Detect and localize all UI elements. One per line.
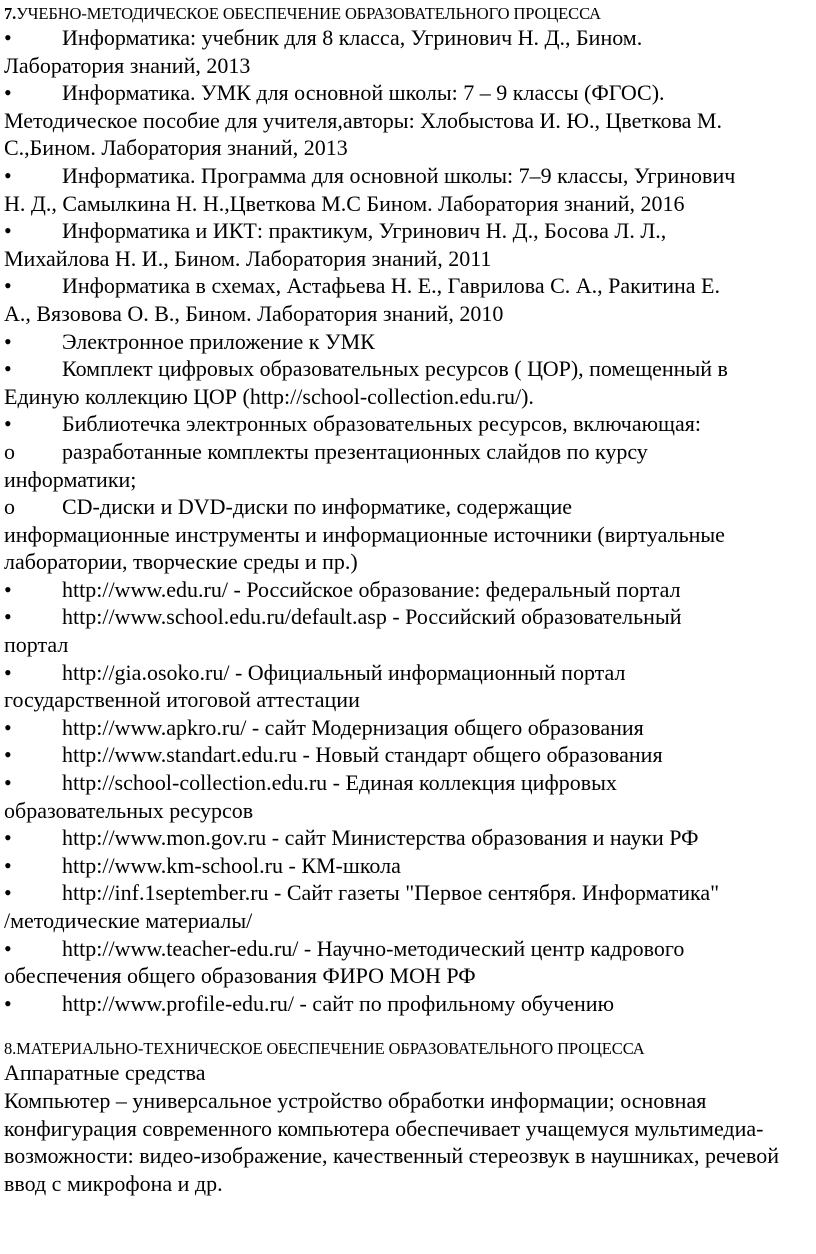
list-item — [4, 162, 812, 217]
hardware-subheading: Аппаратные средства — [4, 1060, 206, 1086]
bullet-marker: • — [4, 604, 12, 630]
list-item-continuation: Михайлова Н. И., Бином. Лаборатория знаний, 2011 — [4, 245, 492, 271]
list-item-continuation: Единую коллекцию ЦОР (http://school-collection.edu.ru/). — [4, 383, 534, 409]
list-item-first-line — [4, 879, 812, 907]
list-item-continuation: /методические материалы/ — [4, 908, 253, 933]
list-item-first-line — [4, 24, 812, 52]
list-item-first-line — [4, 272, 812, 300]
list-item-continuation: государственной итоговой аттестации — [4, 687, 360, 713]
list-item-continuation: информационные инструменты и информационные источники (виртуальные лаборатории, творческие среды и пр.) — [4, 521, 725, 575]
list-item-continuation: обеспечения общего образования ФИРО МОН РФ — [4, 963, 476, 989]
list-item-first-line — [4, 824, 812, 852]
list-item-text: Электронное приложение к УМК — [62, 328, 375, 354]
list-item — [4, 824, 812, 852]
section-7-number: 7. — [4, 4, 17, 23]
bullet-marker: • — [4, 742, 12, 768]
list-item-text: Библиотечка электронных образовательных ресурсов, включающая: — [62, 411, 701, 437]
list-item-text: http://school-collection.edu.ru - Единая коллекция цифровых — [62, 770, 617, 796]
bullet-marker: • — [4, 162, 12, 188]
bullet-marker: • — [4, 852, 12, 878]
list-item-first-line — [4, 217, 812, 245]
list-item — [4, 328, 812, 356]
list-item-text: http://www.mon.gov.ru - сайт Министерства образования и науки РФ — [62, 825, 699, 851]
bullet-marker: • — [4, 935, 12, 961]
list-item-text: разработанные комплекты презентационных слайдов по курсу — [62, 438, 648, 464]
list-item-first-line — [4, 769, 812, 797]
list-item-text: http://www.km-school.ru - КМ-школа — [62, 852, 401, 878]
list-item-continuation: информатики; — [4, 466, 137, 492]
list-item-text: http://www.teacher-edu.ru/ - Научно-методический центр кадрового — [62, 935, 685, 961]
bullet-marker: • — [4, 714, 12, 740]
section-7-title: УЧЕБНО-МЕТОДИЧЕСКОЕ ОБЕСПЕЧЕНИЕ ОБРАЗОВАТЕЛЬНОГО ПРОЦЕССА — [16, 4, 601, 23]
list-item-first-line — [4, 410, 812, 438]
resource-list — [4, 24, 812, 1017]
bullet-marker: • — [4, 218, 12, 244]
bullet-marker: • — [4, 659, 12, 685]
list-item — [4, 438, 812, 493]
list-item-first-line — [4, 355, 812, 383]
list-item-text: CD-диски и DVD-диски по информатике, содержащие — [62, 494, 573, 520]
list-item-text: Информатика в схемах, Астафьева Н. Е., Гаврилова С. А., Ракитина Е. — [62, 273, 720, 299]
list-item-first-line — [4, 990, 812, 1018]
list-item-continuation: образовательных ресурсов — [4, 797, 254, 823]
sub-bullet-marker: o — [4, 438, 15, 464]
list-item-continuation: Н. Д., Самылкина Н. Н.,Цветкова М.С Бином. Лаборатория знаний, 2016 — [4, 190, 685, 216]
list-item-text: Комплект цифровых образовательных ресурсов ( ЦОР), помещенный в — [62, 356, 728, 382]
list-item-first-line — [4, 576, 812, 604]
list-item — [4, 990, 812, 1018]
bullet-marker: • — [4, 990, 12, 1016]
list-item — [4, 603, 812, 658]
list-item-continuation: Методическое пособие для учителя,авторы: Хлобыстова И. Ю., Цветкова М. С.,Бином. Лаборатория знаний, 2013 — [4, 107, 722, 161]
list-item-text: http://www.school.edu.ru/default.asp - Российский образовательный — [62, 604, 682, 630]
list-item-text: http://www.standart.edu.ru - Новый стандарт общего образования — [62, 742, 663, 768]
list-item-text: http://gia.osoko.ru/ - Официальный информационный портал — [62, 659, 626, 685]
list-item-first-line — [4, 935, 812, 963]
list-item — [4, 493, 812, 576]
list-item — [4, 879, 812, 934]
list-item-text: Информатика. УМК для основной школы: 7 – 9 классы (ФГОС). — [62, 80, 665, 106]
list-item — [4, 935, 812, 990]
list-item-continuation: портал — [4, 632, 69, 658]
list-item-first-line — [4, 714, 812, 742]
bullet-marker: • — [4, 328, 12, 354]
computer-paragraph: Компьютер – универсальное устройство обработки информации; основная конфигурация современного компьютера обеспечивает учащемуся мультимедиа-возможности: видео-изображение, качественный стереозвук в наушниках, речевой ввод с микрофона и др. — [4, 1087, 780, 1196]
list-item-text: Информатика: учебник для 8 класса, Угринович Н. Д., Бином. — [62, 25, 643, 50]
list-item — [4, 714, 812, 742]
list-item-text: Информатика. Программа для основной школы: 7–9 классы, Угринович — [62, 162, 736, 188]
list-item-first-line — [4, 328, 812, 356]
list-item-first-line — [4, 659, 812, 687]
list-item — [4, 355, 812, 410]
section-gap — [4, 1017, 812, 1039]
list-item — [4, 24, 812, 79]
list-item — [4, 576, 812, 604]
bullet-marker: • — [4, 825, 12, 851]
list-item-first-line — [4, 162, 812, 190]
section-8-heading: 8.МАТЕРИАЛЬНО-ТЕХНИЧЕСКОЕ ОБЕСПЕЧЕНИЕ ОБРАЗОВАТЕЛЬНОГО ПРОЦЕССА — [4, 1039, 645, 1059]
list-item-text: http://www.edu.ru/ - Российское образование: федеральный портал — [62, 576, 681, 602]
list-item-continuation: Лаборатория знаний, 2013 — [4, 52, 251, 78]
list-item-text: http://inf.1september.ru - Сайт газеты "Первое сентября. Информатика" — [62, 880, 720, 906]
list-item-first-line — [4, 741, 812, 769]
bullet-marker: • — [4, 770, 12, 796]
list-item — [4, 741, 812, 769]
list-item — [4, 272, 812, 327]
list-item-text: http://www.profile-edu.ru/ - сайт по профильному обучению — [62, 990, 615, 1016]
list-item — [4, 79, 812, 162]
list-item — [4, 659, 812, 714]
bullet-marker: • — [4, 80, 12, 106]
list-item-text: http://www.apkro.ru/ - сайт Модернизация общего образования — [62, 714, 644, 740]
list-item — [4, 769, 812, 824]
list-item-first-line — [4, 438, 812, 466]
list-item-first-line — [4, 493, 812, 521]
bullet-marker: • — [4, 273, 12, 299]
bullet-marker: • — [4, 576, 12, 602]
list-item-first-line — [4, 79, 812, 107]
section-7-heading — [4, 4, 812, 24]
list-item-continuation: А., Вязовова О. В., Бином. Лаборатория знаний, 2010 — [4, 300, 504, 326]
bullet-marker: • — [4, 411, 12, 437]
bullet-marker: • — [4, 880, 12, 906]
list-item-first-line — [4, 603, 812, 631]
list-item — [4, 852, 812, 880]
list-item-first-line — [4, 852, 812, 880]
list-item-text: Информатика и ИКТ: практикум, Угринович Н. Д., Босова Л. Л., — [62, 218, 667, 244]
bullet-marker: • — [4, 356, 12, 382]
list-item — [4, 410, 812, 438]
list-item — [4, 217, 812, 272]
bullet-marker: • — [4, 25, 12, 50]
sub-bullet-marker: o — [4, 494, 15, 520]
